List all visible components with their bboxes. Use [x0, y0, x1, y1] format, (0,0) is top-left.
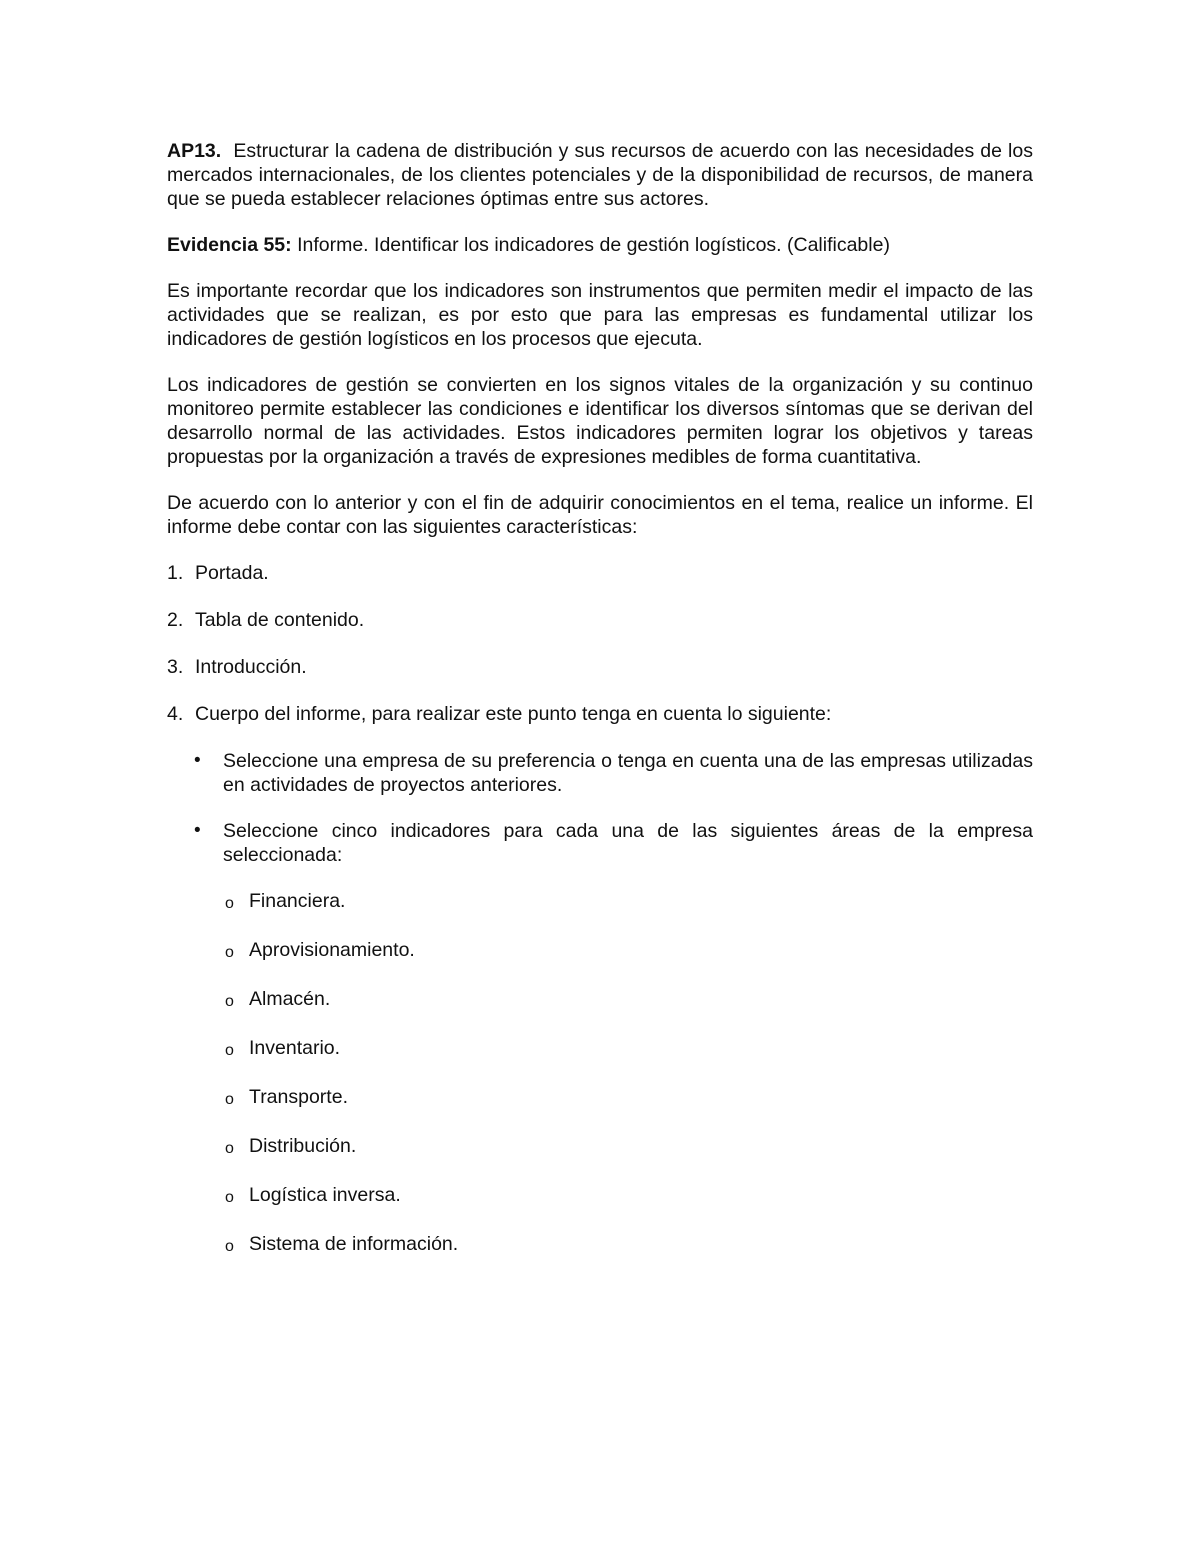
bullet-text: Seleccione cinco indicadores para cada una de las siguientes áreas de la empresa seleccionada: — [223, 820, 1033, 866]
area-text: Almacén. — [249, 988, 331, 1010]
area-text: Inventario. — [249, 1037, 341, 1059]
item-text: Tabla de contenido. — [195, 609, 365, 631]
circle-bullet-icon: o — [225, 944, 234, 961]
item-number: 3. — [167, 656, 184, 678]
document-body — [167, 139, 1033, 1281]
numbered-list — [167, 561, 1033, 726]
activity-code: AP13. — [167, 140, 222, 162]
evidence-paragraph — [167, 233, 1033, 257]
area-item — [167, 1232, 1033, 1256]
circle-bullet-icon: o — [225, 993, 234, 1010]
area-text: Logística inversa. — [249, 1184, 401, 1206]
circle-bullet-icon: o — [225, 1140, 234, 1157]
evidence-label: Evidencia 55: — [167, 234, 292, 256]
activity-description: Estructurar la cadena de distribución y sus recursos de acuerdo con las necesidades de los mercados internacionales, de los clientes potenciales y de la disponibilidad de recursos, de manera que se pueda establecer relaciones óptimas entre sus actores. — [167, 140, 1033, 210]
item-number: 1. — [167, 562, 184, 584]
numbered-item — [167, 702, 1033, 726]
bullet-icon: • — [194, 750, 201, 771]
bullet-item — [167, 749, 1033, 797]
area-text: Financiera. — [249, 890, 346, 912]
intro-paragraph: Es importante recordar que los indicadores son instrumentos que permiten medir el impacto de las actividades que se realizan, es por esto que para las empresas es fundamental utilizar los indicadores de gestión logísticos en los procesos que ejecuta. — [167, 280, 1033, 350]
circle-bullet-icon: o — [225, 1042, 234, 1059]
item-text: Portada. — [195, 562, 269, 584]
header-paragraph — [167, 139, 1033, 211]
circle-bullet-icon: o — [225, 1189, 234, 1206]
circle-bullet-icon: o — [225, 1238, 234, 1255]
area-text: Sistema de información. — [249, 1233, 459, 1255]
numbered-item — [167, 608, 1033, 632]
bullet-icon: • — [194, 820, 201, 841]
area-text: Distribución. — [249, 1135, 357, 1157]
area-item — [167, 1183, 1033, 1207]
area-item — [167, 987, 1033, 1011]
bullet-list — [167, 749, 1033, 867]
circle-bullet-icon: o — [225, 1091, 234, 1108]
evidence-text: Informe. Identificar los indicadores de gestión logísticos. (Calificable) — [297, 234, 890, 256]
instructions-paragraph: De acuerdo con lo anterior y con el fin de adquirir conocimientos en el tema, realice un informe. El informe debe contar con las siguientes características: — [167, 492, 1033, 538]
numbered-item — [167, 655, 1033, 679]
bullet-text: Seleccione una empresa de su preferencia o tenga en cuenta una de las empresas utilizadas en actividades de proyectos anteriores. — [223, 750, 1033, 796]
area-text: Transporte. — [249, 1086, 348, 1108]
area-item — [167, 1134, 1033, 1158]
item-number: 2. — [167, 609, 184, 631]
numbered-item — [167, 561, 1033, 585]
area-item — [167, 889, 1033, 913]
area-item — [167, 938, 1033, 962]
item-number: 4. — [167, 703, 184, 725]
item-text: Introducción. — [195, 656, 307, 678]
circle-bullet-icon: o — [225, 895, 234, 912]
area-item — [167, 1085, 1033, 1109]
indicators-paragraph: Los indicadores de gestión se convierten en los signos vitales de la organización y su continuo monitoreo permite establecer las condiciones e identificar los diversos síntomas que se derivan del desarrollo normal de las actividades. Estos indicadores permiten lograr los objetivos y tareas propuestas por la organización a través de expresiones medibles de forma cuantitativa. — [167, 374, 1033, 468]
area-text: Aprovisionamiento. — [249, 939, 415, 961]
item-text: Cuerpo del informe, para realizar este punto tenga en cuenta lo siguiente: — [195, 703, 832, 725]
area-item — [167, 1036, 1033, 1060]
bullet-item — [167, 819, 1033, 867]
areas-list — [167, 889, 1033, 1256]
